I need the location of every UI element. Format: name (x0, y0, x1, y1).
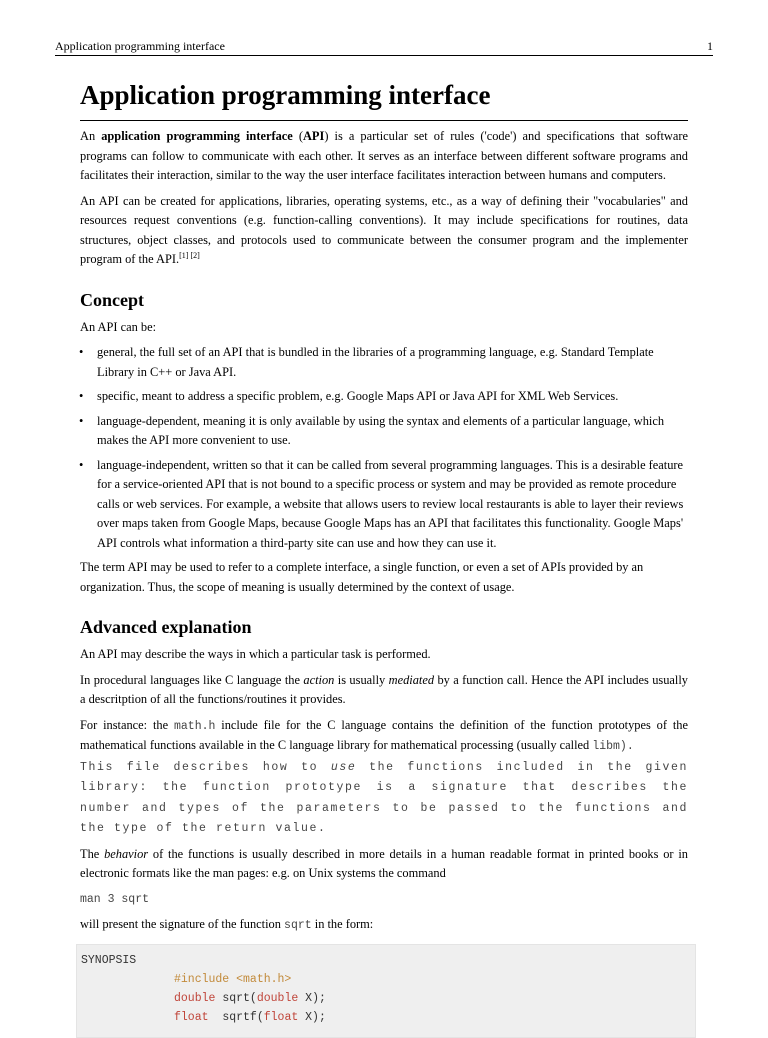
advanced-text: will present the signature of the function (80, 917, 285, 931)
term-behavior: behavior (104, 846, 149, 861)
command-example: man 3 sqrt (80, 892, 150, 906)
intro-text: ( (292, 129, 303, 143)
code-keyword: double (174, 991, 216, 1005)
inline-code-math-h: math.h (173, 719, 216, 733)
advanced-text: The (80, 846, 105, 861)
code-line-double (81, 989, 695, 1008)
advanced-text: In procedural languages like C language the (80, 672, 304, 687)
advanced-paragraph-5 (80, 915, 688, 936)
term-use: use (330, 760, 357, 774)
mono-paragraph (80, 761, 688, 836)
running-header-title: Application programming interface (55, 39, 225, 53)
code-text: X); (298, 1010, 326, 1024)
article-body (80, 78, 688, 1038)
advanced-paragraph-3 (80, 716, 688, 839)
page-title: Application programming interface (80, 78, 688, 121)
running-header (55, 37, 713, 56)
intro-text: An (80, 129, 102, 143)
intro-paragraph-1 (80, 127, 688, 186)
term-action: action (303, 672, 335, 687)
reference-links[interactable]: [1] [2] (179, 250, 200, 260)
term-api-abbr: API (302, 129, 325, 143)
advanced-text: of the functions is usually described in more details in a human readable format in printed books or in electronic formats like the man pages: e.g. on Unix systems the command (80, 846, 688, 880)
concept-lead: An API can be: (80, 319, 157, 334)
mono-text: the functions included in the given library: the function prototype is a signature that describes the number and types of the parameters to be passed to the functions and the type of the return value. (80, 760, 689, 835)
code-include-line: #include <math.h> (174, 972, 292, 986)
code-block-synopsis (76, 944, 696, 1038)
advanced-text: by a function call. Hence the API includes usually a descritption of all the functions/routines it provides. (80, 672, 688, 706)
code-text: X); (298, 991, 326, 1005)
concept-list (80, 343, 688, 553)
code-keyword: double (256, 991, 299, 1005)
term-mediated: mediated (388, 672, 435, 687)
concept-closing: The term API may be used to refer to a complete interface, a single function, or even a set of APIs provided by an organization. Thus, the scope of meaning is usually determined by the context of usage. (80, 560, 644, 594)
advanced-paragraph-2 (80, 671, 688, 710)
list-item: • language-independent, written so that it can be called from several programming languages. This is a desirable feature for a service-oriented API that is not bound to a specific process or system and may be provided as remote procedure calls or web services. For example, a website that allows users to review local restaurants is able to layer their reviews over maps taken from Google Maps, because Google Maps has an API that facilitates this functionality. Google Maps' API controls what information a third-party site can use and how they can use it. (80, 456, 688, 554)
code-text: sqrt( (215, 991, 257, 1005)
page-number: 1 (707, 39, 713, 53)
advanced-text: is usually (334, 672, 389, 687)
intro-text: An API can be created for applications, libraries, operating systems, etc., as a way of defining their "vocabularies" and resources request conventions (e.g. function-calling conventions). It may include specifications for routines, data structures, object classes, and protocols used to communicate between the consumer program and the implementer program of the API. (80, 193, 688, 266)
advanced-paragraph-1: An API may describe the ways in which a particular task is performed. (80, 647, 431, 661)
advanced-text: For instance: the (80, 717, 174, 732)
advanced-text: ). (619, 740, 634, 753)
intro-paragraph-2 (80, 192, 688, 270)
advanced-text: include file for the C language contains the definition of the function prototypes of the mathematical functions available in the C language library for mathematical processing (usually called (80, 717, 688, 752)
inline-code-libm: libm (592, 740, 620, 753)
list-item: • specific, meant to address a specific problem, e.g. Google Maps API or Java API for XML Web Services. (80, 387, 688, 407)
list-item: • general, the full set of an API that is bundled in the libraries of a programming language, e.g. Standard Template Library in C++ or Java API. (80, 343, 688, 382)
list-item: • language-dependent, meaning it is only available by using the syntax and elements of a particular language, which makes the API more convenient to use. (80, 412, 688, 451)
section-heading-advanced: Advanced explanation (80, 617, 252, 637)
inline-code-sqrt: sqrt (284, 919, 312, 932)
term-api-full: application programming interface (101, 129, 293, 143)
code-text: sqrtf( (208, 1010, 264, 1024)
advanced-text: in the form: (311, 917, 374, 931)
code-synopsis-label: SYNOPSIS (81, 953, 137, 967)
mono-text: This file describes how to (80, 760, 331, 774)
intro-text: ) is a particular set of rules ('code') and specifications that software programs can follow to communicate with each other. It serves as an interface between different software programs and facilitates their interaction, similar to the way the user interface facilitates interaction between humans and computers. (80, 129, 688, 182)
code-keyword: float (174, 1010, 209, 1024)
advanced-paragraph-4 (80, 845, 688, 884)
code-keyword: float (263, 1010, 299, 1024)
section-heading-concept: Concept (80, 289, 144, 310)
